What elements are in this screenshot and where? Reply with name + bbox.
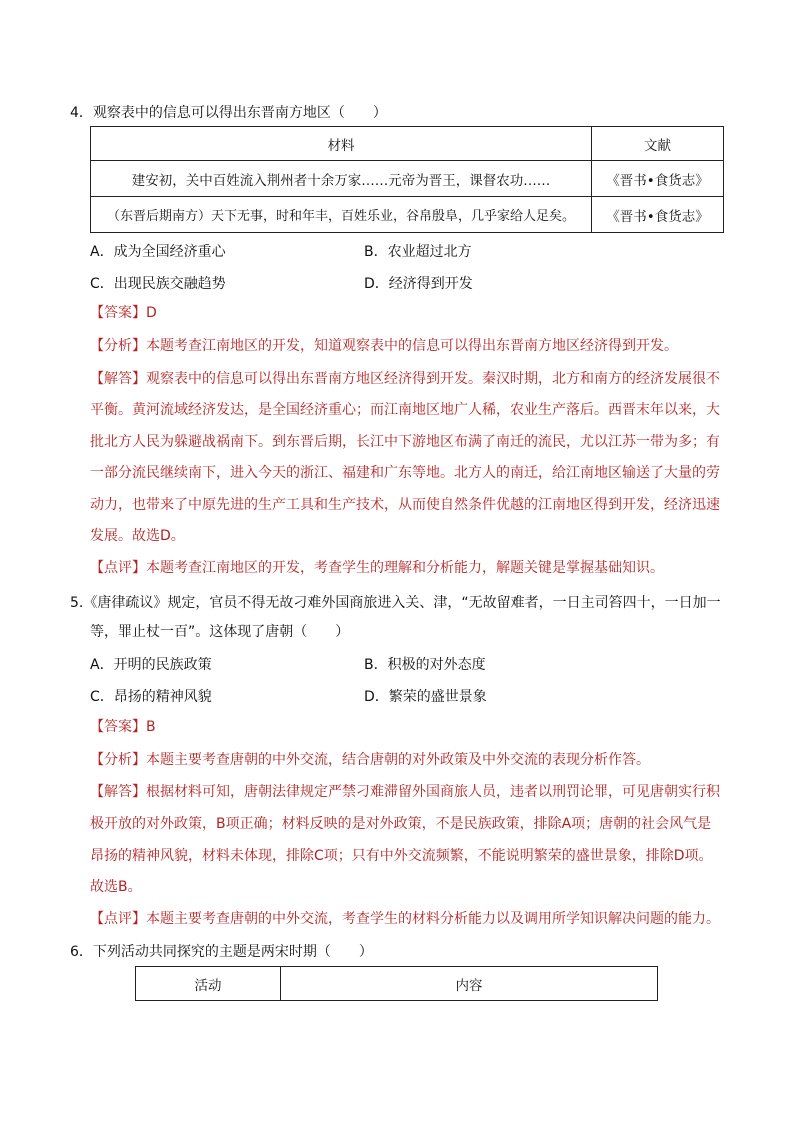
q5-solution-line: 【解答】根据材料可知，唐朝法律规定严禁刁难滞留外国商旅人员，违者以刑罚论罪，可见唐朝实行积 xyxy=(90,784,720,800)
q5-analysis: 【分析】本题主要考查唐朝的中外交流，结合唐朝的对外政策及中外交流的表现分析作答。 xyxy=(90,752,650,768)
q4-table xyxy=(90,126,724,233)
q6-stem: 6．下列活动共同探究的主题是两宋时期（ ） xyxy=(70,944,373,960)
q4-row1-material: 建安初，关中百姓流入荆州者十余万家……元帝为晋王，课督农功…… xyxy=(91,161,592,197)
q5-solution-line: 昂扬的精神风貌，材料未体现，排除C项；只有中外交流频繁，不能说明繁荣的盛世景象，排除D项。 xyxy=(90,848,713,864)
q4-option-d: D．经济得到开发 xyxy=(364,276,473,292)
q6-header-content: 内容 xyxy=(281,967,658,1001)
q5-option-b: B．积极的对外态度 xyxy=(364,657,486,673)
q4-option-a: A．成为全国经济重心 xyxy=(90,244,226,260)
q4-solution-line: 批北方人民为躲避战祸南下。到东晋后期，长江中下游地区布满了南迁的流民，尤以江苏一带为多；有 xyxy=(90,434,720,450)
q4-option-c: C．出现民族交融趋势 xyxy=(90,276,226,292)
q5-solution-line: 极开放的对外政策，B项正确；材料反映的是对外政策，不是民族政策，排除A项；唐朝的社会风气是 xyxy=(90,816,712,832)
q4-answer: 【答案】D xyxy=(90,305,157,321)
q6-header-activity: 活动 xyxy=(136,967,281,1001)
q4-solution-line: 平衡。黄河流域经济发达，是全国经济重心；而江南地区地广人稀，农业生产落后。西晋末年以来，大 xyxy=(90,402,720,418)
q6-table xyxy=(135,966,658,1001)
q4-solution-line: 发展。故选D。 xyxy=(90,528,185,544)
q4-row1-source: 《晋书•食货志》 xyxy=(592,161,724,197)
q4-option-b: B．农业超过北方 xyxy=(364,244,472,260)
q4-solution-line: 【解答】观察表中的信息可以得出东晋南方地区经济得到开发。秦汉时期，北方和南方的经济发展很不 xyxy=(90,371,720,387)
q5-option-c: C．昂扬的精神风貌 xyxy=(90,689,212,705)
q5-answer: 【答案】B xyxy=(90,719,156,735)
q4-stem: 4．观察表中的信息可以得出东晋南方地区（ ） xyxy=(70,105,387,121)
q5-option-a: A．开明的民族政策 xyxy=(90,657,212,673)
q4-row2-material: （东晋后期南方）天下无事，时和年丰，百姓乐业，谷帛殷阜，几乎家给人足矣。 xyxy=(91,197,592,233)
q4-row2-source: 《晋书•食货志》 xyxy=(592,197,724,233)
q4-solution-line: 动力，也带来了中原先进的生产工具和生产技术，从而使自然条件优越的江南地区得到开发，经济迅速 xyxy=(90,497,720,513)
q4-analysis: 【分析】本题考查江南地区的开发，知道观察表中的信息可以得出东晋南方地区经济得到开发。 xyxy=(90,338,678,354)
q5-stem-line1: 5.《唐律疏议》规定，官员不得无故刁难外国商旅进入关、津，“无故留难者，一日主司笞四十，一日加一 xyxy=(70,595,721,611)
q4-solution-line: 一部分流民继续南下，进入今天的浙江、福建和广东等地。北方人的南迁，给江南地区输送了大量的劳 xyxy=(90,465,720,481)
q5-comment: 【点评】本题主要考查唐朝的中外交流，考查学生的材料分析能力以及调用所学知识解决问题的能力。 xyxy=(90,911,720,927)
q5-stem-line2: 等，罪止杖一百”。这体现了唐朝（ ） xyxy=(90,624,350,640)
q5-solution-line: 故选B。 xyxy=(90,879,142,895)
q5-option-d: D．繁荣的盛世景象 xyxy=(364,689,487,705)
q4-header-source: 文献 xyxy=(592,127,724,161)
q4-header-material: 材料 xyxy=(91,127,592,161)
q4-comment: 【点评】本题考查江南地区的开发，考查学生的理解和分析能力，解题关键是掌握基础知识。 xyxy=(90,560,664,576)
